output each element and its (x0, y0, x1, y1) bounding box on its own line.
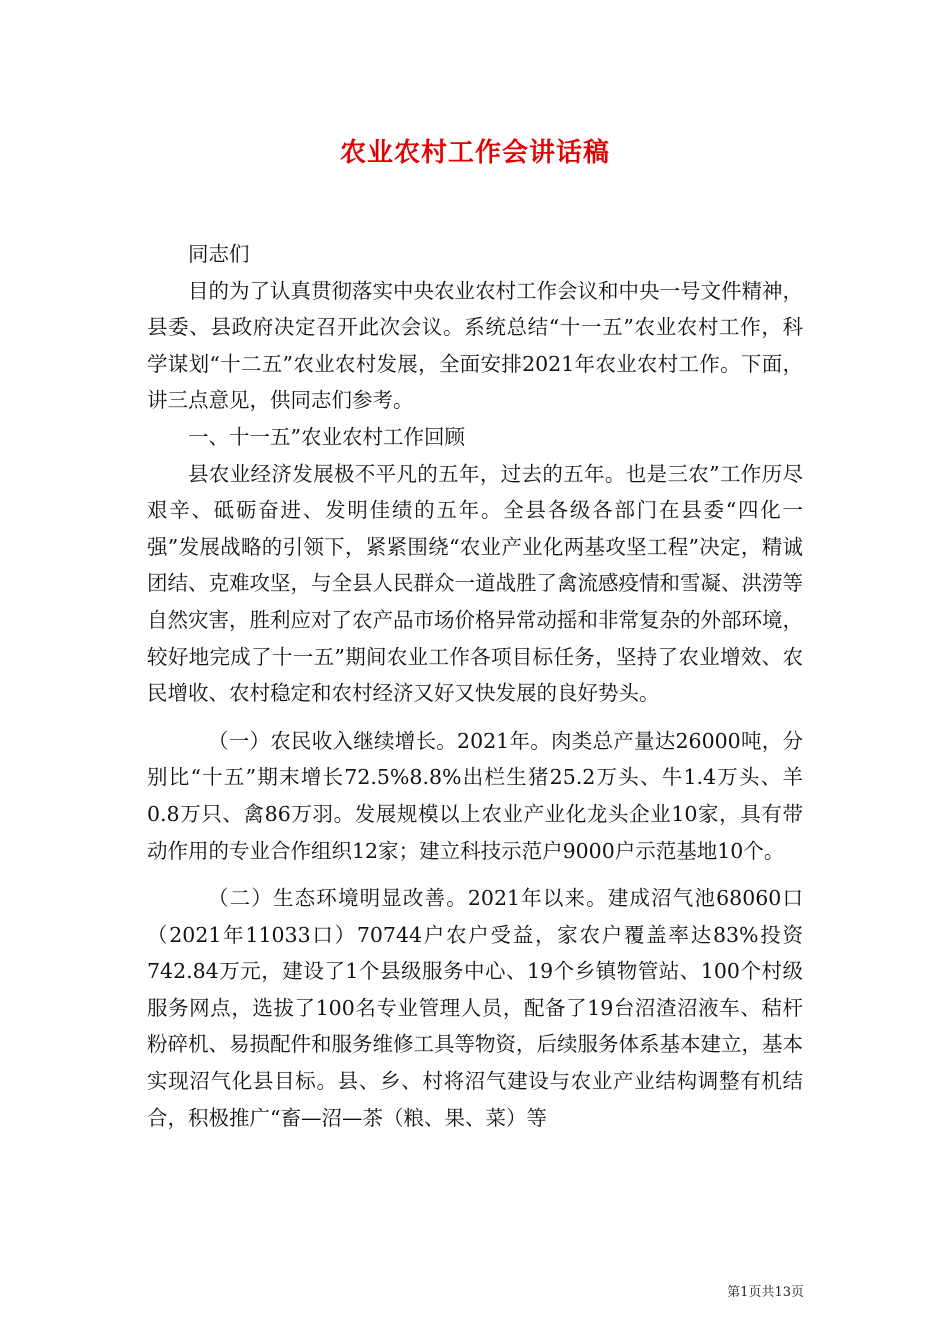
intro-paragraph: 目的为了认真贯彻落实中央农业农村工作会议和中央一号文件精神，县委、县政府决定召开此次会议。系统总结“十一五”农业农村工作，科学谋划“十二五”农业农村发展，全面安排2021年农业农村工作。下面，讲三点意见，供同志们参考。 (147, 278, 803, 413)
review-paragraph: 县农业经济发展极不平凡的五年，过去的五年。也是三农”工作历尽艰辛、砥砺奋进、发明佳绩的五年。全县各级各部门在县委“四化一强”发展战略的引领下，紧紧围绕“农业产业化两基攻坚工程”决定，精诚团结、克难攻坚，与全县人民群众一道战胜了禽流感疫情和雪凝、洪涝等自然灾害，胜利应对了农产品市场价格异常动摇和非常复杂的外部环境，较好地完成了十一五”期间农业工作各项目标任务，坚持了农业增效、农民增收、农村稳定和农村经济又好又快发展的良好势头。 (147, 461, 803, 706)
page-number: 第1页共13页 (727, 1285, 804, 1300)
document-body (147, 236, 803, 1136)
environment-paragraph: （二）生态环境明显改善。2021年以来。建成沼气池68060口（2021年11033口）70744户农户受益，家农户覆盖率达83%投资742.84万元，建设了1个县级服务中心、19个乡镇物管站、100个村级服务网点，选拔了100名专业管理人员，配备了19台沼渣沼液车、秸杆粉碎机、易损配件和服务维修工具等物资，后续服务体系基本建立，基本实现沼气化县目标。县、乡、村将沼气建设与农业产业结构调整有机结合，积极推广“畜—沼—茶（粮、果、菜）等 (147, 886, 803, 1130)
section-heading: 一、十一五”农业农村工作回顾 (188, 424, 465, 449)
salutation-paragraph: 同志们 (188, 242, 250, 266)
document-title: 农业农村工作会讲话稿 (339, 138, 610, 168)
income-paragraph: （一）农民收入继续增长。2021年。肉类总产量达26000吨，分别比“十五”期末增长72.5%8.8%出栏生猪25.2万头、牛1.4万头、羊0.8万只、禽86万羽。发展规模以上农业产业化龙头企业10家，具有带动作用的专业合作组织12家；建立科技示范户9000户示范基地10个。 (147, 728, 803, 863)
